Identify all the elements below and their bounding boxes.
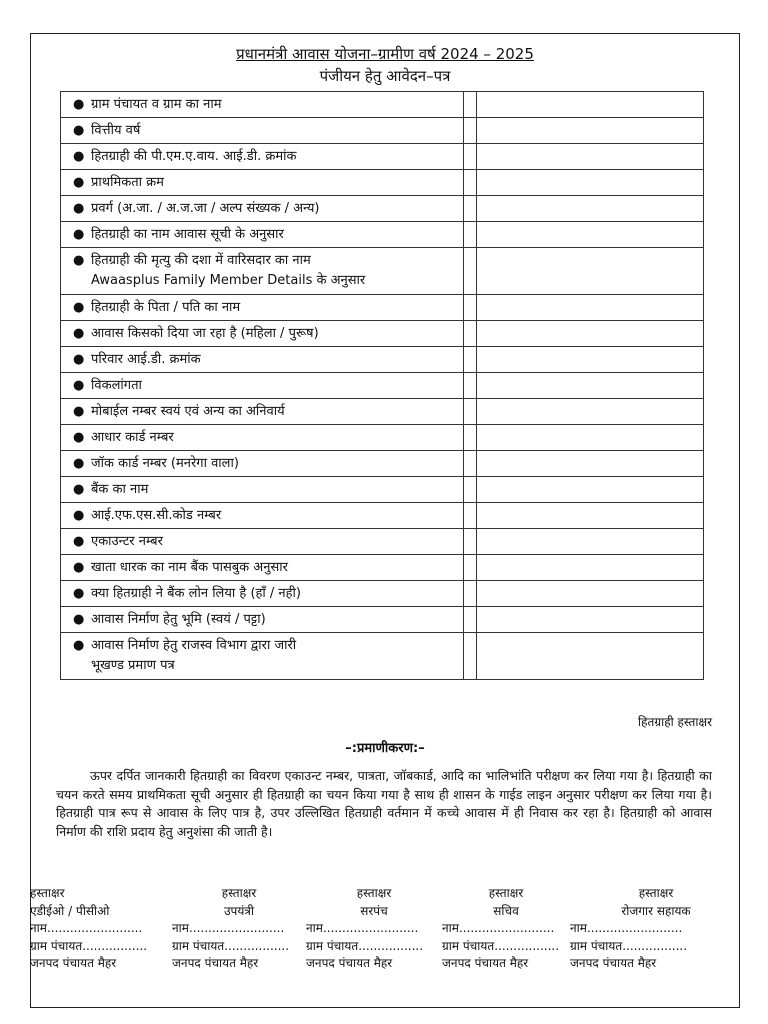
form-row-separator-cell	[464, 373, 477, 399]
form-row-label-cell	[61, 529, 464, 555]
certification-text: ऊपर दर्पित जानकारी हितग्राही का विवरण एकाउन्ट नम्बर, पात्रता, जॉबकार्ड, आदि का भालिभांति परीक्षण कर लिया गया है। हितग्राही का चयन करते समय प्राथमिकता सूची अनुसार ही हितग्राही का चयन किया गया है साथ ही शासन के गाईड लाइन अनुसार परीक्षण कर लिया गया है। हितग्राही पात्र रूप से आवास के लिए पात्र है, उपर उल्लिखित हितग्राही वर्तमान में कच्चे आवास में ही निवास कर रहा है। हितग्राही को आवास निर्माण की राशि प्रदाय हेतु अनुशंसा की जाती है।	[56, 768, 712, 839]
form-row-label: हितग्राही की पी.एम.ए.वाय. आई.डी. क्रमांक	[91, 149, 297, 164]
beneficiary-signature-label: हितग्राही हस्ताक्षर	[638, 715, 712, 729]
signatory-sarpanch	[306, 885, 442, 973]
form-row-label: परिवार आई.डी. क्रमांक	[91, 352, 201, 367]
signatories-section	[30, 885, 742, 973]
bullet-icon: ●	[73, 404, 85, 419]
form-row	[61, 503, 704, 529]
form-row-value-field[interactable]	[477, 295, 704, 321]
form-row-separator-cell	[464, 222, 477, 248]
form-row-label-cell	[61, 633, 464, 680]
form-row-separator-cell	[464, 196, 477, 222]
form-row-value-field[interactable]	[477, 347, 704, 373]
signatory-janpad: जनपद पंचायत मैहर	[30, 956, 117, 970]
form-row-label: प्रवर्ग (अ.जा. / अ.ज.जा / अल्प संख्यक / अन्य)	[91, 201, 320, 216]
form-row-label: वित्तीय वर्ष	[91, 123, 141, 138]
form-row-label: जॉक कार्ड नम्बर (मनरेगा वाला)	[91, 456, 239, 471]
form-row-label-cell	[61, 581, 464, 607]
form-row-separator-cell	[464, 295, 477, 321]
form-row-label: क्या हितग्राही ने बैंक लोन लिया है (हॉं / नही)	[91, 586, 301, 601]
form-title: प्रधानमंत्री आवास योजना–ग्रामीण वर्ष 2024 – 2025	[236, 45, 534, 63]
form-row-value-field[interactable]	[477, 92, 704, 118]
form-row	[61, 607, 704, 633]
signatory-sub-engineer	[172, 885, 306, 973]
signatory-sign-label: हस्ताक्षर	[488, 886, 524, 900]
bullet-icon: ●	[73, 300, 85, 315]
form-row-value-field[interactable]	[477, 529, 704, 555]
form-row-label: आई.एफ.एस.सी.कोड नम्बर	[91, 508, 222, 523]
form-row-separator-cell	[464, 555, 477, 581]
form-row-separator-cell	[464, 477, 477, 503]
bullet-icon: ●	[73, 326, 85, 341]
bullet-icon: ●	[73, 482, 85, 497]
form-row-label-cell	[61, 503, 464, 529]
bullet-icon: ●	[73, 227, 85, 242]
form-row	[61, 222, 704, 248]
form-row-value-field[interactable]	[477, 425, 704, 451]
form-row-label: मोबाईल नम्बर स्वयं एवं अन्य का अनिवार्य	[91, 404, 285, 419]
bullet-icon: ●	[73, 612, 85, 627]
form-row-label-cell	[61, 347, 464, 373]
form-row-value-field[interactable]	[477, 222, 704, 248]
form-row-label-cell	[61, 477, 464, 503]
form-row-label-cell	[61, 196, 464, 222]
signatory-secretary	[442, 885, 570, 973]
form-subtitle: पंजीयन हेतु आवेदन–पत्र	[319, 67, 451, 85]
form-row	[61, 196, 704, 222]
form-row	[61, 633, 704, 680]
form-row-label-cell	[61, 118, 464, 144]
signatory-name-field: नाम.........................	[442, 921, 555, 935]
form-row-label: आधार कार्ड नम्बर	[91, 430, 174, 445]
form-row-label: हितग्राही की मृत्यु की दशा में वारिसदार का नाम	[91, 253, 311, 268]
form-row-label: ग्राम पंचायत व ग्राम का नाम	[91, 97, 222, 112]
form-row-value-field[interactable]	[477, 503, 704, 529]
form-row-separator-cell	[464, 144, 477, 170]
form-row	[61, 555, 704, 581]
form-row-label: बैंक का नाम	[91, 482, 149, 497]
form-row	[61, 581, 704, 607]
form-row-label: आवास किसको दिया जा रहा है (महिला / पुरूष)	[91, 326, 319, 341]
form-row-separator-cell	[464, 170, 477, 196]
form-row-separator-cell	[464, 92, 477, 118]
signatory-sign-label: हस्ताक्षर	[221, 886, 257, 900]
form-row-label: खाता धारक का नाम बैंक पासबुक अनुसार	[91, 560, 288, 575]
form-row	[61, 451, 704, 477]
signatory-gp-field: ग्राम पंचायत.................	[442, 938, 560, 953]
signatory-role: रोजगार सहायक	[621, 903, 691, 918]
bullet-icon: ●	[73, 253, 85, 268]
form-row-label-cell	[61, 399, 464, 425]
bullet-icon: ●	[73, 175, 85, 190]
registration-form-table	[60, 91, 704, 680]
form-row	[61, 425, 704, 451]
signatory-role: उपयंत्री	[223, 903, 255, 918]
bullet-icon: ●	[73, 123, 85, 138]
form-row	[61, 321, 704, 347]
signatory-name-field: नाम.........................	[172, 921, 285, 935]
form-row-value-field[interactable]	[477, 144, 704, 170]
form-row-value-field[interactable]	[477, 248, 704, 295]
form-row-value-field[interactable]	[477, 170, 704, 196]
certification-title: –:प्रमाणीकरण:–	[345, 741, 425, 756]
signatory-name-field: नाम.........................	[30, 921, 143, 935]
form-row-label-cell	[61, 555, 464, 581]
form-row-value-field[interactable]	[477, 451, 704, 477]
bullet-icon: ●	[73, 508, 85, 523]
form-row-value-field[interactable]	[477, 399, 704, 425]
form-row-label-cell	[61, 607, 464, 633]
bullet-icon: ●	[73, 352, 85, 367]
signatory-role: सरपंच	[360, 903, 388, 918]
signatory-janpad: जनपद पंचायत मैहर	[172, 956, 259, 970]
signatory-janpad: जनपद पंचायत मैहर	[442, 956, 529, 970]
bullet-icon: ●	[73, 534, 85, 549]
form-row-label-line2: Awaasplus Family Member Details के अनुसार	[91, 273, 366, 288]
form-row-label: आवास निर्माण हेतु राजस्व विभाग द्वारा जारी	[91, 638, 297, 653]
bullet-icon: ●	[73, 560, 85, 575]
form-row	[61, 248, 704, 295]
bullet-icon: ●	[73, 149, 85, 164]
bullet-icon: ●	[73, 456, 85, 471]
form-row-value-field[interactable]	[477, 555, 704, 581]
signatory-gp-field: ग्राम पंचायत.................	[172, 938, 290, 953]
form-row	[61, 477, 704, 503]
signatory-role: सचिव	[493, 903, 519, 918]
form-row	[61, 347, 704, 373]
form-row-value-field[interactable]	[477, 321, 704, 347]
signatory-gp-field: ग्राम पंचायत.................	[570, 938, 688, 953]
form-row-separator-cell	[464, 607, 477, 633]
form-row-value-field[interactable]	[477, 373, 704, 399]
form-row-label-cell	[61, 425, 464, 451]
form-row-value-field[interactable]	[477, 633, 704, 680]
signatory-sign-label: हस्ताक्षर	[638, 886, 674, 900]
form-row-label-cell	[61, 222, 464, 248]
signatory-adeo	[30, 885, 172, 973]
form-row	[61, 295, 704, 321]
form-row-separator-cell	[464, 633, 477, 680]
form-row	[61, 399, 704, 425]
form-row-label: आवास निर्माण हेतु भूमि (स्वयं / पट्टा)	[91, 612, 266, 627]
signatory-employment-assistant	[570, 885, 742, 973]
bullet-icon: ●	[73, 378, 85, 393]
form-row-label-cell	[61, 170, 464, 196]
form-row-separator-cell	[464, 581, 477, 607]
form-row-separator-cell	[464, 248, 477, 295]
form-row-label: हितग्राही के पिता / पति का नाम	[91, 300, 241, 315]
signatory-gp-field: ग्राम पंचायत.................	[30, 938, 148, 953]
form-row-separator-cell	[464, 425, 477, 451]
form-row-value-field[interactable]	[477, 607, 704, 633]
form-row	[61, 118, 704, 144]
form-row-separator-cell	[464, 399, 477, 425]
signatory-role: एडीईओ / पीसीओ	[30, 903, 110, 918]
signatory-gp-field: ग्राम पंचायत.................	[306, 938, 424, 953]
signatory-janpad: जनपद पंचायत मैहर	[306, 956, 393, 970]
bullet-icon: ●	[73, 97, 85, 112]
form-row-label-cell	[61, 373, 464, 399]
signatory-sign-label: हस्ताक्षर	[30, 886, 65, 900]
form-row	[61, 92, 704, 118]
form-row-label-cell	[61, 92, 464, 118]
form-row-label-line2: भूखण्ड प्रमाण पत्र	[91, 658, 175, 673]
form-row-separator-cell	[464, 529, 477, 555]
form-row-label-cell	[61, 321, 464, 347]
form-row-label-cell	[61, 144, 464, 170]
form-row-label: हितग्राही का नाम आवास सूची के अनुसार	[91, 227, 284, 242]
form-row-label: एकाउन्टर नम्बर	[91, 534, 163, 549]
form-row-label-cell	[61, 451, 464, 477]
form-row-separator-cell	[464, 503, 477, 529]
form-row	[61, 144, 704, 170]
form-row	[61, 373, 704, 399]
form-row-label: विकलांगता	[91, 378, 142, 393]
bullet-icon: ●	[73, 638, 85, 653]
form-row-label-cell	[61, 295, 464, 321]
form-row-value-field[interactable]	[477, 118, 704, 144]
form-row-value-field[interactable]	[477, 196, 704, 222]
form-row-label: प्राथमिकता क्रम	[91, 175, 164, 190]
form-row-separator-cell	[464, 451, 477, 477]
form-row-value-field[interactable]	[477, 581, 704, 607]
signatory-name-field: नाम.........................	[306, 921, 419, 935]
form-row-label-cell	[61, 248, 464, 295]
bullet-icon: ●	[73, 430, 85, 445]
form-row-separator-cell	[464, 321, 477, 347]
form-row	[61, 529, 704, 555]
signatory-name-field: नाम.........................	[570, 921, 683, 935]
signatory-janpad: जनपद पंचायत मैहर	[570, 956, 657, 970]
form-row-value-field[interactable]	[477, 477, 704, 503]
bullet-icon: ●	[73, 201, 85, 216]
bullet-icon: ●	[73, 586, 85, 601]
form-row	[61, 170, 704, 196]
form-row-separator-cell	[464, 118, 477, 144]
form-row-separator-cell	[464, 347, 477, 373]
signatory-sign-label: हस्ताक्षर	[356, 886, 392, 900]
